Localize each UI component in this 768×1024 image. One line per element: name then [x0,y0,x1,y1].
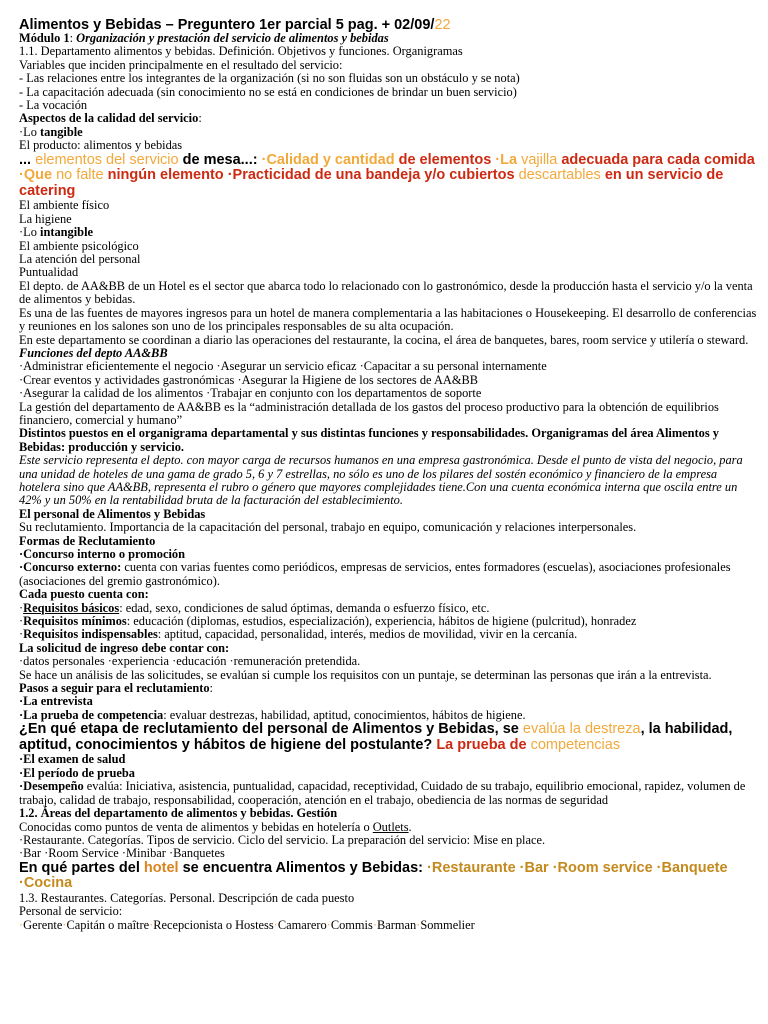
staff-item: Recepcionista o Hostess [153,917,274,932]
staff-item: Camarero [277,917,327,932]
question-etapa: ¿En qué etapa de reclutamiento del personal de Alimentos y Bebidas, se evalúa la destreza, la habilidad, aptitud, conocimientos y hábitos de higiene del postulante? La prueba de competencias [19,721,733,753]
bullet-dot: · [416,917,421,932]
funciones-item: ·Administrar eficientemente el negocio ·Asegurar un servicio eficaz ·Capacitar a su personal internamente [19,359,547,374]
bullet-dot: · [149,917,154,932]
atencion-personal: La atención del personal [19,252,141,267]
funciones-item: ·Crear eventos y actividades gastronómicas ·Asegurar la Higiene de los sectores de AA&BB [19,372,479,387]
requisitos-item: ·Requisitos indispensables: aptitud, capacidad, personalidad, interés, medios de movilidad, vivir en la cercanía. [19,627,578,642]
bullet-dot: · [19,917,24,932]
paso-desempeno: ·Desempeño evalúa: Iniciativa, asistencia, puntualidad, capacidad, receptividad, Cuidado de su trabajo, equilibrio emocional, rapidez, volumen de trabajo, calidad de trabajo, responsabilidad, cooperación, atención en el trabajo, obediencia de las normas de seguridad [19,779,746,807]
paso-entrevista: ·La entrevista [19,694,93,709]
document-title [19,18,759,32]
variables-intro: Variables que inciden principalmente en el resultado del servicio: [19,57,343,72]
tangible-label: ·Lo tangible [19,124,83,139]
section-1-2: 1.2. Áreas del departamento de alimentos y bebidas. Gestión [19,806,338,821]
aspectos-heading: Aspectos de la calidad del servicio: [19,111,202,126]
reclutamiento-line: Su reclutamiento. Importancia de la capacitación del personal, trabajo en equipo, comunicación y relaciones interpersonales. [19,520,637,535]
higiene: La higiene [19,211,72,226]
bullet-dot: · [273,917,278,932]
section-1-3: 1.3. Restaurantes. Categorías. Personal. Descripción de cada puesto [19,890,355,905]
staff-item: Capitán o maître [66,917,150,932]
title-text: Alimentos y Bebidas – Preguntero 1er parcial 5 pag. + 02/09/ [19,17,435,33]
paso-periodo: ·El período de prueba [19,765,136,780]
staff-item: Commis [330,917,373,932]
producto-line: El producto: alimentos y bebidas [19,138,183,153]
section-1-1: 1.1. Departamento alimentos y bebidas. Definición. Objetivos y funciones. Organigramas [19,44,463,59]
paragraph-coordinan: En este departamento se coordinan a diario las operaciones del restaurante, la cocina, el área de banquetes, bares, room service y utilería o steward. [19,332,749,347]
module-heading: Módulo 1: Organización y prestación del servicio de alimentos y bebidas [19,31,389,45]
paso-examen: ·El examen de salud [19,752,126,767]
funciones-heading: Funciones del depto AA&BB [19,345,168,360]
bar-line: ·Bar ·Room Service ·Minibar ·Banquetes [19,846,225,861]
ambiente-fisico: El ambiente físico [19,198,110,213]
staff-list [19,919,759,932]
paragraph-fuentes: Es una de las fuentes de mayores ingresos para un hotel de manera complementaria a las habitaciones o Housekeeping. El desarrollo de conferencias y reuniones en los salones son uno de los principales responsables de su alta ocupación. [19,305,757,334]
solicitud-heading: La solicitud de ingreso debe contar con: [19,640,230,655]
variable-item: - La capacitación adecuada (sin conocimiento no se está en condiciones de brindar un buen servicio) [19,84,517,99]
intangible-label: ·Lo intangible [19,225,94,240]
document-page [19,18,759,932]
question-hotel: En qué partes del hotel se encuentra Alimentos y Bebidas: ·Restaurante ·Bar ·Room service ·Banquete ·Cocina [19,859,728,892]
funciones-item: ·Asegurar la calidad de los alimentos ·Trabajar en conjunto con los departamentos de soporte [19,386,482,401]
bullet-dot: · [62,917,67,932]
bullet-dot: · [372,917,377,932]
requisitos-item: ·Requisitos básicos: edad, sexo, condiciones de salud óptimas, demanda o esfuerzo físico, etc. [19,600,490,615]
concurso-externo: ·Concurso externo: cuenta con varias fuentes como periódicos, empresas de servicios, entes formadores (escuelas), asociaciones profesionales (asociaciones del gremio gastronómico). [19,560,731,588]
paragraph-depto: El depto. de AA&BB de un Hotel es el sector que abarca todo lo relacionado con lo gastronómico, desde la producción hasta el servicio y/o la venta de alimentos y bebidas. [19,278,753,307]
conocidas-line: Conocidas como puntos de venta de alimentos y bebidas en hotelería o Outlets. [19,819,412,834]
requisitos-item: ·Requisitos mínimos: educación (diplomas, estudios, especialización), experiencia, hábitos de higiene (pulcritud), honradez [19,614,637,629]
pasos-heading: Pasos a seguir para el reclutamiento: [19,681,213,696]
staff-item: Gerente [23,917,63,932]
concurso-interno: ·Concurso interno o promoción [19,547,186,561]
staff-item: Sommelier [420,917,475,932]
staff-item: Barman [376,917,417,932]
variable-item: - Las relaciones entre los integrantes de la organización (si no son fluidas son un obstáculo y se nota) [19,71,520,86]
personal-servicio: Personal de servicio: [19,904,123,919]
question-elementos: ... elementos del servicio de mesa...: ·Calidad y cantidad de elementos ·La vajilla adecuada para cada comida ·Que no falte ningún elemento ·Practicidad de una bandeja y/o cubiertos descartables en un servicio de catering [19,151,755,199]
outlets-term: Outlets [372,819,409,834]
bullet-dot: · [326,917,331,932]
personal-heading: El personal de Alimentos y Bebidas [19,506,206,521]
distintos-heading: Distintos puestos en el organigrama departamental y sus distintas funciones y responsabilidades. Organigramas del área Alimentos y Bebidas: producción y servicio. [19,426,719,454]
paragraph-analisis: Se hace un análisis de las solicitudes, se evalúan si cumple los requisitos con un puntaje, se determinan las personas que irán a la entrevista. [19,667,712,682]
restaurante-line: ·Restaurante. Categorías. Tipos de servicio. Ciclo del servicio. La preparación del servicio: Mise en place. [19,832,546,847]
paragraph-este-servicio: Este servicio representa el depto. con mayor carga de recursos humanos en una empresa gastronómica. Desde el punto de vista del negocio, para una unidad de hoteles de una gama de grado 5, 6 y 7 estrellas, no sólo es uno de los pilares del sostén económico y financiero de la empresa hotelera sino que AA&BB, representa el rubro o género que mayores complejidades tiene.Con una cuenta económica interna que oscila entre un 42% y un 50% en la rentabilidad bruta de la facturación del establecimiento. [19,453,743,508]
title-year: 22 [434,17,451,33]
paragraph-gestion: La gestión del departamento de AA&BB es la “administración detallada de los gastos del proceso productivo para la obtención de equilibrios financiero, comercial y humano” [19,399,719,427]
datos-line: ·datos personales ·experiencia ·educación ·remuneración pretendida. [19,654,361,669]
ambiente-psicologico: El ambiente psicológico [19,238,139,253]
puntualidad: Puntualidad [19,265,79,280]
cada-puesto-heading: Cada puesto cuenta con: [19,587,149,602]
paso-prueba: ·La prueba de competencia: evaluar destrezas, habilidad, aptitud, conocimientos, hábitos de higiene. [19,707,526,722]
formas-heading: Formas de Reclutamiento [19,533,156,548]
variable-item: - La vocación [19,98,88,113]
